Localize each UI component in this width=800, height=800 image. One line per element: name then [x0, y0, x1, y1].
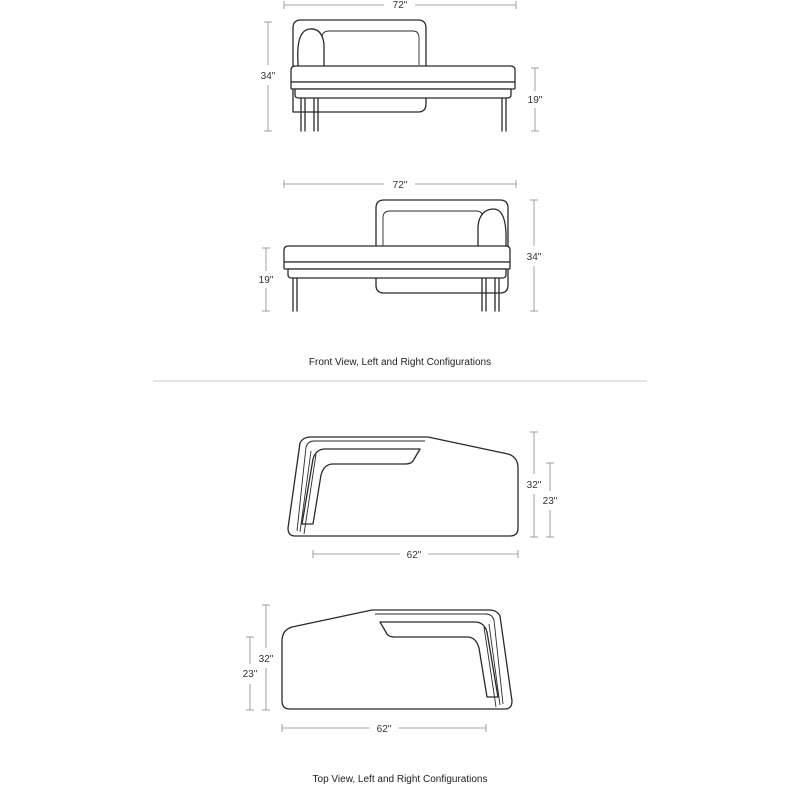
top-view-left-config [288, 432, 558, 561]
top-left-depth-dimension [527, 432, 542, 537]
top-view-right-config [243, 605, 512, 735]
front-right-height-label: 34" [526, 252, 542, 263]
top-right-width-dimension [282, 724, 486, 735]
front-right-height-dimension [527, 200, 542, 311]
top-right-chaise-drawing [282, 610, 512, 709]
top-right-seat-depth-dimension [243, 637, 258, 710]
top-right-seat-depth-label: 23" [242, 669, 258, 680]
front-left-chaise-drawing [291, 20, 515, 131]
front-view-right-config [259, 180, 542, 311]
top-left-seat-depth-label: 23" [542, 496, 558, 507]
top-right-depth-dimension [259, 605, 274, 710]
top-left-seat-depth-dimension [543, 463, 558, 537]
front-left-height-dimension [261, 22, 276, 131]
front-right-width-label: 72" [392, 180, 408, 191]
front-right-seat-height-dimension [259, 248, 274, 311]
front-left-width-dimension [284, 0, 516, 11]
front-left-seat-height-label: 19" [527, 95, 543, 106]
top-right-width-label: 62" [376, 724, 392, 735]
front-left-seat-height-dimension [528, 68, 543, 131]
top-left-chaise-drawing [288, 437, 518, 536]
front-right-width-dimension [284, 180, 516, 191]
front-right-seat-height-label: 19" [258, 275, 274, 286]
front-right-chaise-drawing [284, 200, 510, 311]
top-left-width-dimension [313, 550, 518, 561]
front-left-height-label: 34" [260, 71, 276, 82]
top-left-depth-label: 32" [526, 480, 542, 491]
top-right-depth-label: 32" [258, 654, 274, 665]
front-left-width-label: 72" [392, 0, 408, 11]
top-view-caption: Top View, Left and Right Configurations [312, 774, 488, 785]
top-left-width-label: 62" [406, 550, 422, 561]
front-view-caption: Front View, Left and Right Configurations [308, 357, 492, 368]
front-view-left-config [261, 0, 543, 131]
